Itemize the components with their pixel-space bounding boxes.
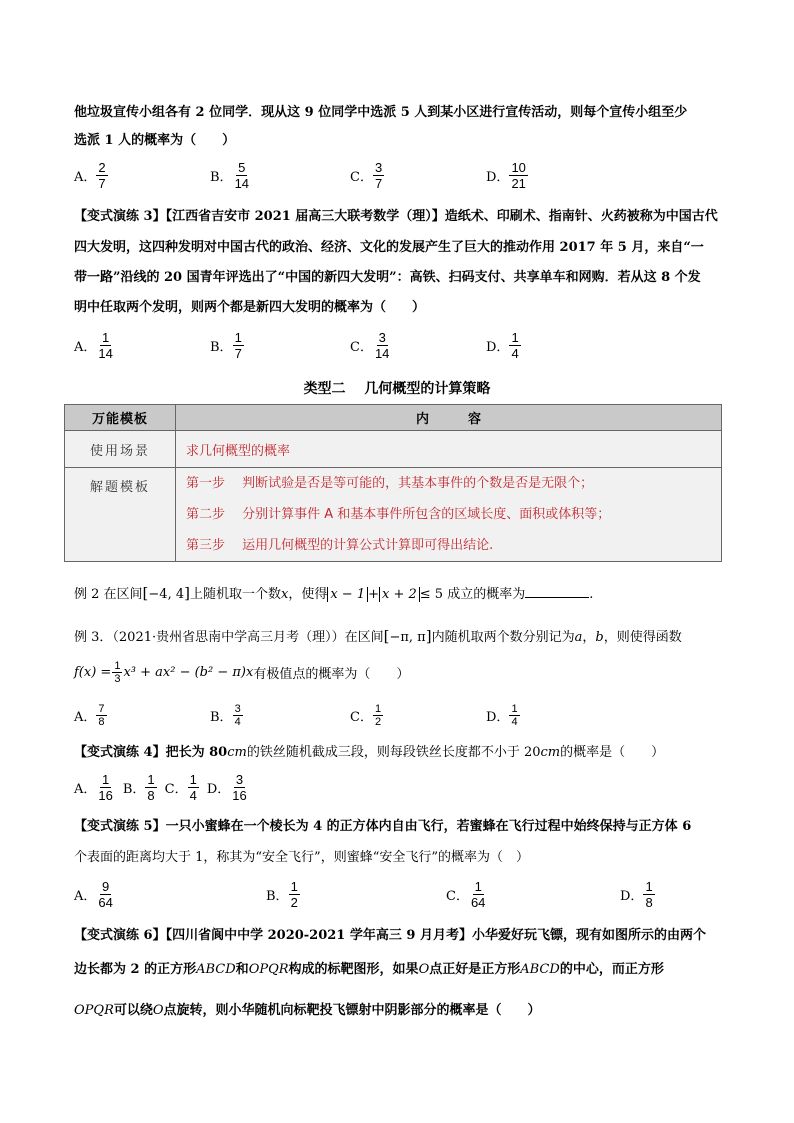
- option-c: C． $\frac{3}{7}$: [350, 160, 383, 191]
- row2-steps: [176, 468, 722, 562]
- ex3-tail: ，则使得函数: [603, 630, 682, 645]
- label-abcd-2: ABCD: [520, 962, 560, 977]
- example-2: 例 2 在区间[−4, 4]上随机取一个数x，使得 x − 1 + x + 2 ≤ 5 成立的概率为 .: [74, 584, 594, 602]
- answer-blank: [525, 585, 589, 598]
- step-3: 第三步 运用几何概型的计算公式计算即可得出结论.: [186, 538, 494, 553]
- row1-content: 求几何概型的概率: [176, 431, 722, 468]
- option-b: B． $\frac{1}{7}$: [210, 330, 242, 361]
- q-var4-unit-1: cm: [227, 745, 247, 760]
- q-var4-text-a: 【变式演练 4】把长为 80: [74, 745, 228, 760]
- col1-header: 万能模板: [65, 405, 176, 431]
- col2-header: 内 容: [176, 405, 722, 431]
- ex3-mid: 内随机取两个数分别记为: [431, 630, 575, 645]
- option-a: A． $\frac{1}{14}$: [74, 330, 113, 361]
- option-d: D． $\frac{1}{4}$: [486, 703, 518, 728]
- step-2: 第二步 分别计算事件 A 和基本事件所包含的区域长度、面积或体积等；: [186, 507, 611, 522]
- option-a: A． $\frac{1}{16}$: [74, 772, 113, 803]
- ex2-abs1: x − 1: [327, 587, 368, 602]
- example-3-line1: 例 3．（2021·贵州省思南中学高三月考（理））在区间[−π, π]内随机取两个数分别记为a，b，则使得函数: [74, 627, 682, 645]
- q-var4-text-c: 的概率是（ ）: [560, 745, 665, 760]
- option-c: C． $\frac{1}{2}$: [350, 703, 382, 728]
- option-c: C． $\frac{1}{4}$: [164, 772, 197, 803]
- ex2-interval: −4, 4: [148, 587, 185, 602]
- option-d: D． $\frac{10}{21}$: [486, 160, 526, 191]
- label-o-2: O: [152, 1003, 164, 1018]
- q-prev-line1: 他垃圾宣传小组各有 2 位同学．现从这 9 位同学中选派 5 人到某小区进行宣传活动，则每个宣传小组至少: [74, 105, 688, 120]
- ex2-prefix: 例 2 在区间: [74, 587, 143, 602]
- ex2-abs2: x + 2: [379, 587, 420, 602]
- q-var4-text-b: 的铁丝随机截成三段，则每段铁丝长度都不小于 20: [246, 745, 541, 760]
- q-var5-line1: 【变式演练 5】一只小蜜蜂在一个棱长为 4 的正方体内自由飞行，若蜜蜂在飞行过程中始终保持与正方体 6: [74, 819, 692, 834]
- option-b: B． $\frac{5}{14}$: [210, 160, 250, 191]
- q-var4-text: [74, 741, 664, 760]
- ex3-comma: ，: [582, 630, 596, 645]
- q-var6-line1: 【变式演练 6】【四川省阆中中学 2020-2021 学年高三 9 月月考】小华爱好玩飞镖，现有如图所示的由两个: [74, 928, 706, 943]
- option-a: A． $\frac{7}{8}$: [74, 703, 105, 728]
- q-var4-unit-2: cm: [540, 745, 561, 760]
- option-a: A． $\frac{9}{64}$: [74, 879, 113, 910]
- q-var4-options: [74, 772, 249, 803]
- option-a: A． $\frac{2}{7}$: [74, 160, 106, 191]
- template-table: [64, 404, 722, 562]
- ex2-plus: +: [368, 587, 380, 602]
- q-var3-line4: 明中任取两个发明，则两个都是新四大发明的概率为（ ）: [74, 300, 426, 315]
- q-var3-line2: 四大发明，这四种发明对中国古代的政治、经济、文化的发展产生了巨大的推动作用 2017 年 5 月，来自“一: [74, 240, 704, 255]
- option-d: D． $\frac{1}{4}$: [486, 330, 519, 361]
- ex3-line2-tail: 有极值点的概率为（ ）: [253, 667, 410, 682]
- example-3-line2: [74, 660, 409, 685]
- option-b: B． $\frac{3}{4}$: [210, 703, 241, 728]
- label-abcd: ABCD: [196, 962, 236, 977]
- q-var6-line3: OPQR可以绕O点旋转，则小华随机向标靶投飞镖射中阴影部分的概率是（ ）: [74, 1003, 541, 1018]
- section-title: 类型二 几何概型的计算策略: [303, 381, 491, 397]
- option-b: B． $\frac{1}{8}$: [122, 772, 155, 803]
- q-var3-line1: 【变式演练 3】【江西省吉安市 2021 届高三大联考数学（理）】造纸术、印刷术、指南针、火药被称为中国古代: [74, 209, 718, 224]
- ex2-var: x: [280, 587, 289, 602]
- ex3-prefix: 例 3．（2021·贵州省思南中学高三月考（理））在区间: [74, 630, 384, 645]
- ex3-interval: −π, π: [389, 630, 426, 645]
- ex3-a: a: [574, 630, 583, 645]
- option-d: D． $\frac{1}{8}$: [620, 879, 653, 910]
- row2-label: 解题模板: [65, 468, 176, 562]
- ex3-f-lhs: f(x) =: [74, 665, 112, 680]
- option-b: B． $\frac{1}{2}$: [266, 879, 298, 910]
- option-c: C． $\frac{1}{64}$: [446, 879, 486, 910]
- q-var5-line2: 个表面的距离均大于 1，称其为“安全飞行”，则蜜蜂“安全飞行”的概率为（ ）: [74, 850, 529, 865]
- q-var6-line2: 边长都为 2 的正方形ABCD和OPQR构成的标靶图形，如果O点正好是正方形ABCD的中心，而正方形: [74, 962, 664, 977]
- ex2-ineq: ≤ 5 成立的概率为: [419, 587, 526, 602]
- ex3-f-rest: x³ + ax² − (b² − π)x: [123, 665, 254, 680]
- row1-label: 使用场景: [65, 431, 176, 468]
- q-prev-line2: 选派 1 人的概率为（ ）: [74, 133, 236, 148]
- ex3-b: b: [595, 630, 604, 645]
- label-opqr: OPQR: [248, 962, 289, 977]
- label-o: O: [418, 962, 430, 977]
- option-c: C． $\frac{3}{14}$: [350, 330, 390, 361]
- ex2-end: .: [589, 587, 594, 602]
- ex3-third: $\frac{1}{3}$: [114, 660, 121, 685]
- ex2-mid2: ，使得: [288, 587, 328, 602]
- ex2-mid: 上随机取一个数: [189, 587, 281, 602]
- q-var3-line3: 带一路”沿线的 20 国青年评选出了“中国的新四大发明”：高铁、扫码支付、共享单车和网购．若从这 8 个发: [74, 270, 701, 285]
- label-opqr-2: OPQR: [74, 1003, 114, 1018]
- option-d: D． $\frac{3}{16}$: [206, 772, 247, 803]
- step-1: 第一步 判断试验是否是等可能的，其基本事件的个数是否是无限个；: [186, 476, 594, 491]
